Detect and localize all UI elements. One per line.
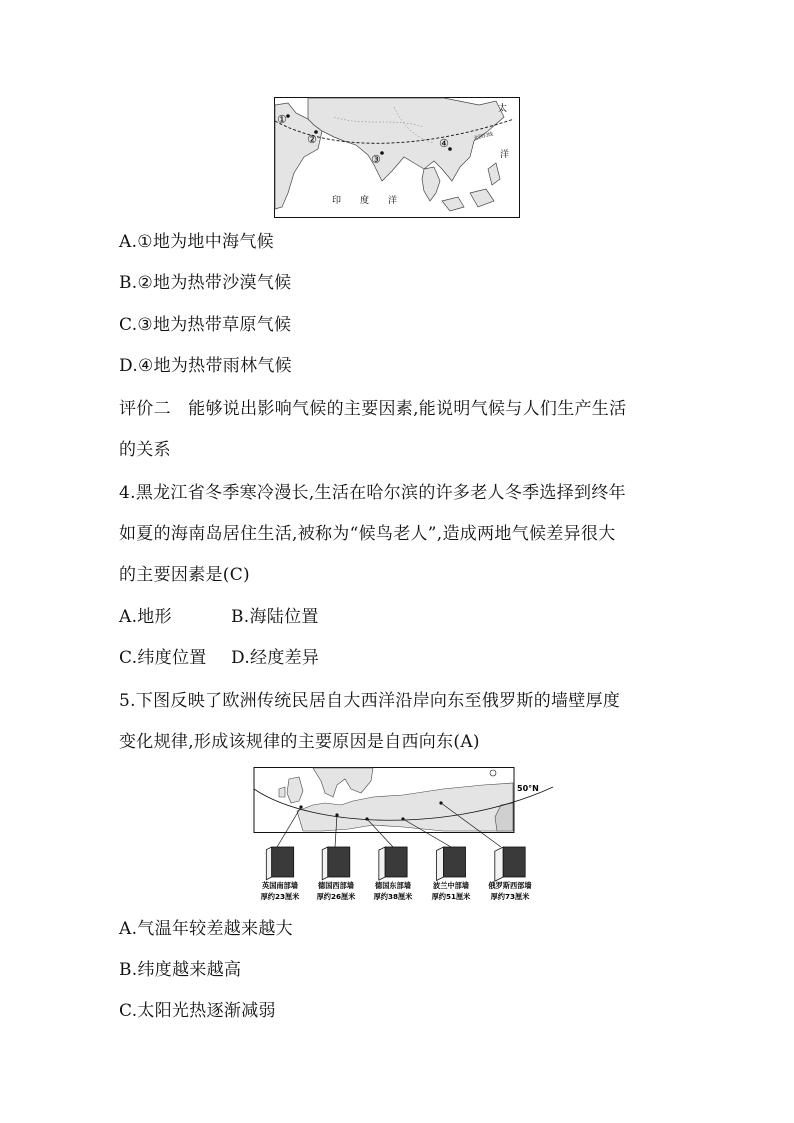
wall4-name: 波兰中部墙 [433,881,469,890]
label-tai: 太 [498,104,508,114]
wall5-name: 俄罗斯西部墙 [488,881,532,890]
marker-4: ④ [439,137,449,150]
q4-stem-line2: 如夏的海南岛居住生活,被称为“候鸟老人”,造成两地气候差异很大 [119,524,616,544]
marker-3: ③ [371,153,381,166]
eval2-line1: 评价二 能够说出影响气候的主要因素,能说明气候与人们生产生活 [119,399,627,419]
wall1-name: 英国南部墙 [262,881,298,890]
wall1-thickness: 厚约23厘米 [260,892,300,901]
q5-stem-line1: 5.下图反映了欧洲传统民居自大西洋沿岸向东至俄罗斯的墙壁厚度 [119,691,621,711]
q4-stem-line1: 4.黑龙江省冬季寒冷漫长,生活在哈尔滨的许多老人冬季选择到终年 [119,483,626,503]
wall2-name: 德国西部墙 [318,881,354,890]
wall-side-4 [436,847,443,881]
marker-2: ② [307,133,317,146]
q5-option-a: A.气温年较差越来越大 [119,919,293,939]
q4-option-c: C.纬度位置 [119,648,207,668]
wall3-thickness: 厚约38厘米 [373,892,413,901]
wall-front-5 [503,847,525,877]
q3-option-b: B.②地为热带沙漠气候 [119,273,292,293]
q4-option-d: D.经度差异 [231,648,320,668]
label-yin: 印 [332,196,342,206]
wall-front-3 [385,847,407,877]
wall-side-2 [322,847,328,880]
walls-group [266,847,525,881]
label-ocean: 洋 [388,196,398,206]
q3-option-a: A.①地为地中海气候 [119,232,274,252]
wall-side-5 [495,847,503,881]
wall-side-3 [379,847,385,880]
q5-option-b: B.纬度越来越高 [119,960,242,980]
wall5-thickness: 厚约73厘米 [490,892,530,901]
tropic-label: 北回归线 [473,131,494,142]
wall-front-1 [272,847,294,877]
q5-stem-line2: 变化规律,形成该规律的主要原因是自西向东(A) [119,732,480,752]
q4-option-b: B.海陆位置 [231,607,319,627]
q3-option-d: D.④地为热带雨林气候 [119,356,292,376]
q4-option-a: A.地形 [119,607,172,627]
europe-wall-map [253,767,555,905]
eval2-line2: 的关系 [119,440,171,460]
label-du: 度 [360,196,370,206]
wall3-name: 德国东部墙 [375,881,411,890]
wall-front-2 [328,847,350,877]
wall4-thickness: 厚约51厘米 [431,892,471,901]
q4-stem-line3: 的主要因素是(C) [119,565,250,585]
q5-option-c: C.太阳光热逐渐减弱 [119,1001,276,1021]
q3-option-c: C.③地为热带草原气候 [119,315,292,335]
label-yang: 洋 [500,150,510,160]
asia-climate-map [274,97,520,218]
latitude-50n-label: 50°N [517,784,539,793]
marker-1: ① [277,113,287,126]
wall-front-4 [444,847,466,877]
wall2-thickness: 厚约26厘米 [316,892,356,901]
wall-side-1 [266,847,271,880]
